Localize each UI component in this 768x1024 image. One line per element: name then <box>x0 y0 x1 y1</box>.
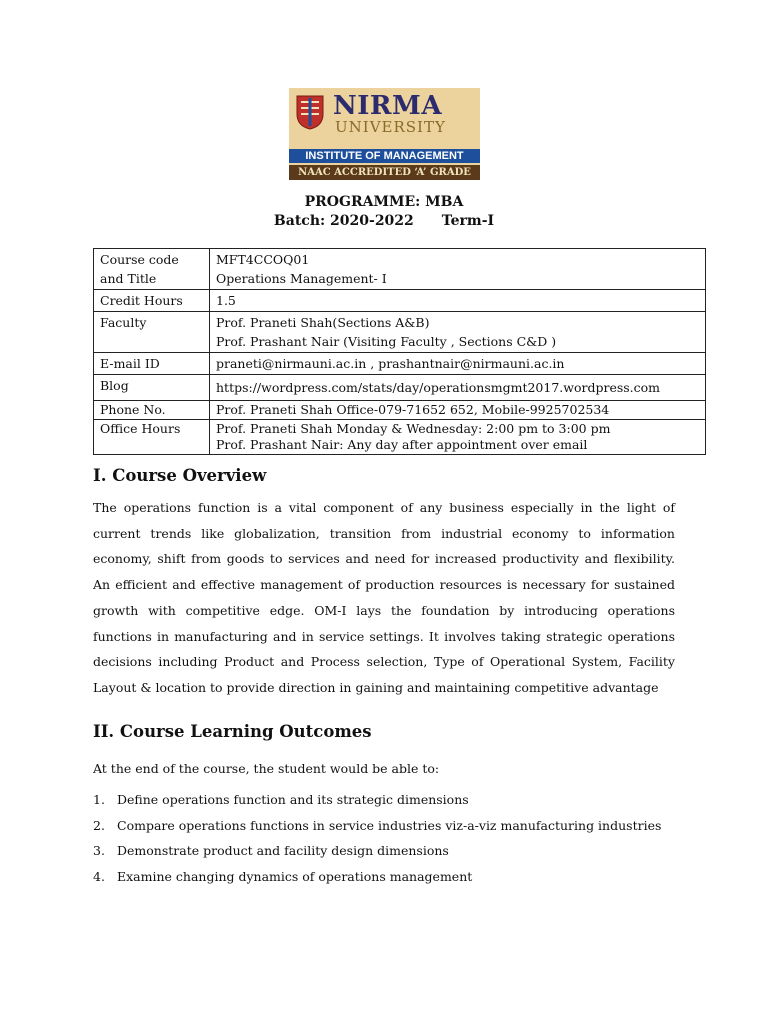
list-item-text: Define operations function and its strategic dimensions <box>117 792 469 807</box>
course-title: Operations Management- I <box>216 271 387 286</box>
table-row <box>94 375 706 401</box>
learning-outcomes-list <box>93 787 675 889</box>
faculty-line1: Prof. Praneti Shah(Sections A&B) <box>216 315 430 330</box>
table-row <box>94 401 706 420</box>
blog-link[interactable]: https://wordpress.com/stats/day/operationsmgmt2017.wordpress.com <box>210 375 706 401</box>
list-item-text: Demonstrate product and facility design dimensions <box>117 843 449 858</box>
term-text: Term-I <box>441 213 495 229</box>
learning-outcomes-intro: At the end of the course, the student would be able to: <box>93 761 440 776</box>
course-code-value <box>210 249 706 290</box>
learning-outcomes-title: II. Course Learning Outcomes <box>93 722 372 741</box>
list-item <box>93 813 675 839</box>
batch-heading <box>0 213 768 229</box>
course-info-table <box>93 248 706 455</box>
table-row <box>94 249 706 290</box>
phone-value: Prof. Praneti Shah Office-079-71652 652, Mobile-9925702534 <box>210 401 706 420</box>
logo-accreditation-band: NAAC ACCREDITED ‘A’ GRADE <box>289 165 480 180</box>
faculty-line2: Prof. Prashant Nair (Visiting Faculty , Sections C&D ) <box>216 334 557 349</box>
programme-heading: PROGRAMME: MBA <box>304 194 464 210</box>
email-value[interactable]: praneti@nirmauni.ac.in , prashantnair@nirmauni.ac.in <box>210 353 706 375</box>
email-label: E-mail ID <box>94 353 210 375</box>
office-hours-line2: Prof. Prashant Nair: Any day after appointment over email <box>216 437 588 452</box>
logo-university: UNIVERSITY <box>335 118 446 136</box>
university-emblem-icon <box>295 94 325 130</box>
course-code-label-line1: Course code <box>100 252 179 267</box>
course-code-label <box>94 249 210 290</box>
course-code-label-line2: and Title <box>100 271 157 286</box>
list-item <box>93 787 675 813</box>
credit-hours-value: 1.5 <box>210 290 706 312</box>
list-item-number: 2. <box>93 817 105 833</box>
table-row <box>94 290 706 312</box>
course-code: MFT4CCOQ01 <box>216 252 310 267</box>
faculty-label: Faculty <box>94 312 210 353</box>
list-item-number: 3. <box>93 843 105 858</box>
table-row <box>94 420 706 455</box>
batch-text: Batch: 2020-2022 <box>273 213 414 229</box>
list-item-text: Compare operations functions in service industries viz-a-viz manufacturing industries <box>117 817 662 833</box>
table-row <box>94 353 706 375</box>
phone-label: Phone No. <box>94 401 210 420</box>
list-item <box>93 838 675 864</box>
logo-institute-band: INSTITUTE OF MANAGEMENT <box>289 149 480 163</box>
list-item-text: Examine changing dynamics of operations management <box>117 868 473 884</box>
office-hours-line1: Prof. Praneti Shah Monday & Wednesday: 2:00 pm to 3:00 pm <box>216 421 611 436</box>
university-logo <box>289 88 480 180</box>
office-hours-value <box>210 420 706 455</box>
blog-label: Blog <box>94 375 210 401</box>
logo-name: NIRMA <box>333 91 442 121</box>
credit-hours-label: Credit Hours <box>94 290 210 312</box>
list-item-number: 1. <box>93 792 105 807</box>
table-row <box>94 312 706 353</box>
course-overview-text: The operations function is a vital component of any business especially in the light of current trends like globalization, transition from industrial economy to information economy, shift from goods to services and need for increased productivity and flexibility. An efficient and effective management of production resources is necessary for sustained growth with competitive edge. OM-I lays the foundation by introducing operations functions in manufacturing and in service settings. It involves taking strategic operations decisions including Product and Process selection, Type of Operational System, Facility Layout & location to provide direction in gaining and maintaining competitive advantage <box>93 500 675 695</box>
course-overview-title: I. Course Overview <box>93 466 267 485</box>
faculty-value <box>210 312 706 353</box>
office-hours-label: Office Hours <box>94 420 210 455</box>
list-item <box>93 864 675 890</box>
list-item-number: 4. <box>93 868 105 884</box>
